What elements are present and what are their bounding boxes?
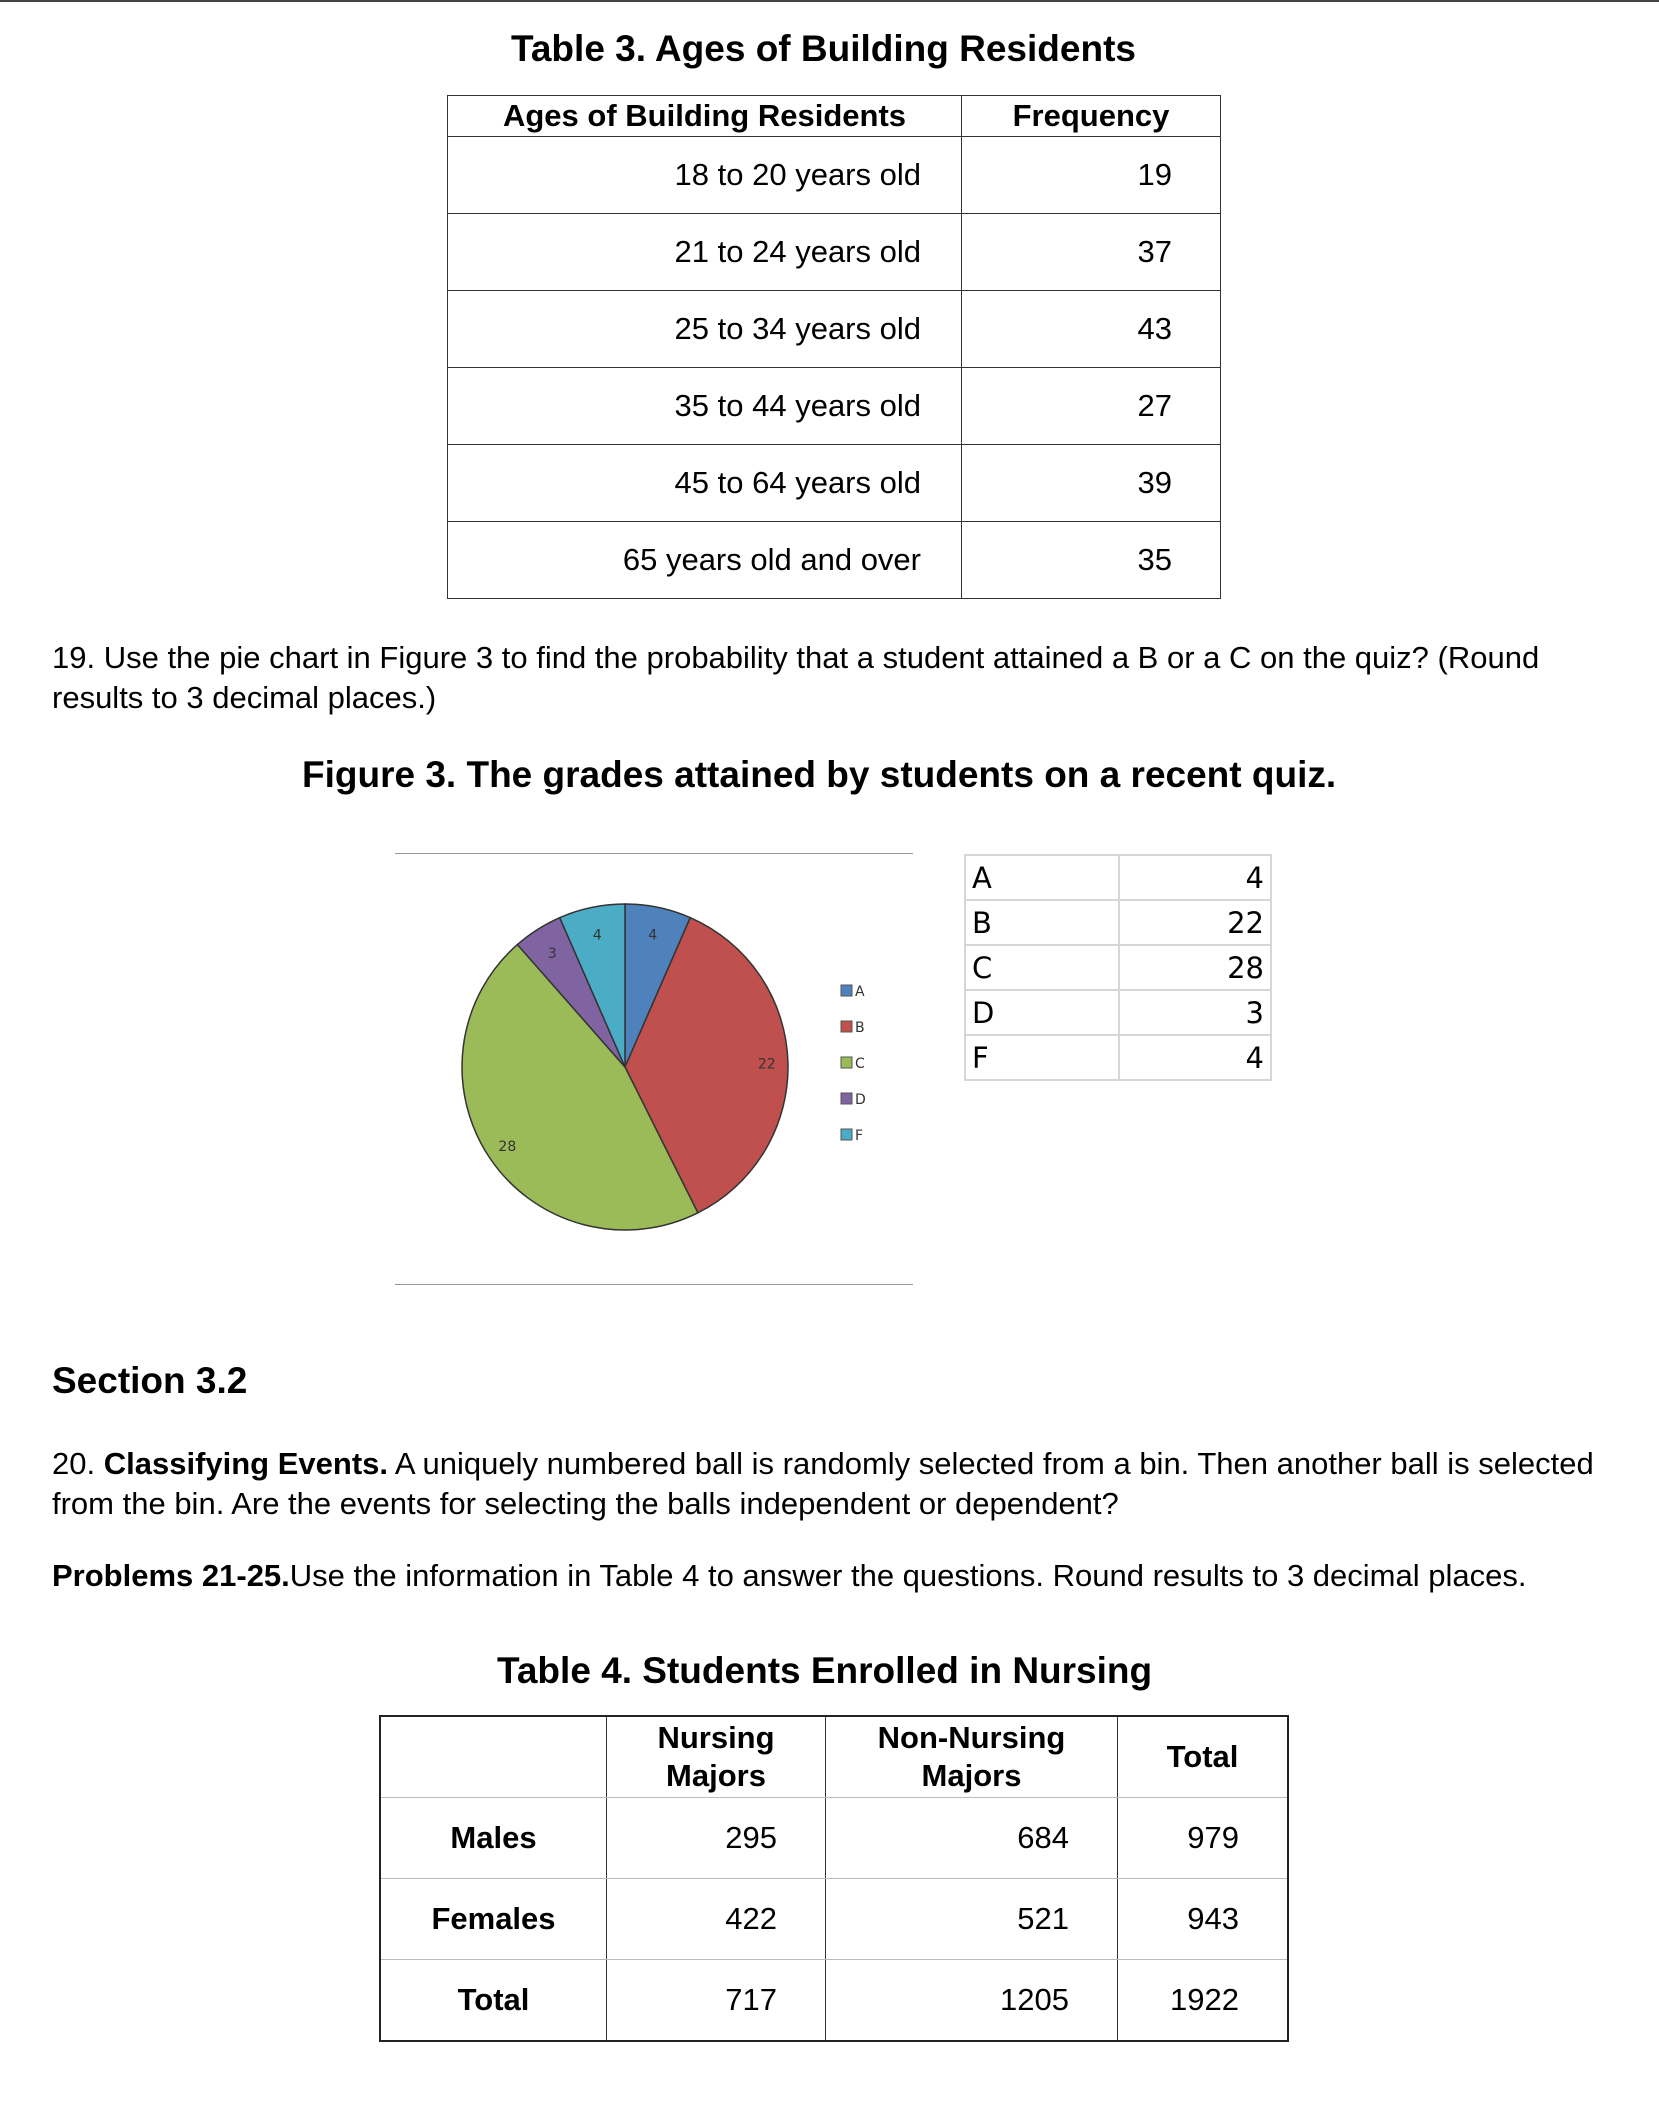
question-bold-label: Classifying Events. xyxy=(103,1446,389,1481)
table3-header-frequency: Frequency xyxy=(962,96,1221,137)
frequency-cell: 35 xyxy=(962,522,1221,599)
table-row xyxy=(448,291,1221,368)
problems-intro xyxy=(52,1556,1632,1596)
table-row xyxy=(965,855,1271,900)
age-range-cell: 45 to 64 years old xyxy=(448,445,962,522)
legend-swatch xyxy=(841,985,852,996)
frequency-cell: 39 xyxy=(962,445,1221,522)
table-row xyxy=(380,1798,1288,1879)
table-row xyxy=(448,445,1221,522)
age-range-cell: 25 to 34 years old xyxy=(448,291,962,368)
count-cell: 22 xyxy=(1119,900,1271,945)
count-cell: 28 xyxy=(1119,945,1271,990)
table-row xyxy=(965,1035,1271,1080)
table4-header-nursing: Nursing Majors xyxy=(607,1716,826,1798)
grade-count-table xyxy=(964,854,1272,1081)
pie-data-label: 22 xyxy=(757,1056,776,1073)
legend-label: C xyxy=(855,1056,865,1072)
count-cell: 3 xyxy=(1119,990,1271,1035)
question-number: 20. xyxy=(52,1446,96,1481)
row-label: Males xyxy=(380,1798,607,1879)
page-top-rule xyxy=(0,0,1659,2)
problems-text: Use the information in Table 4 to answer the questions. Round results to 3 decimal places. xyxy=(289,1558,1527,1593)
count-cell: 4 xyxy=(1119,855,1271,900)
question-text: A uniquely numbered ball is randomly selected from a bin. Then another ball is selected from the bin. Are the events for selecting the balls independent or dependent? xyxy=(52,1446,1594,1521)
figure3-title: Figure 3. The grades attained by students on a recent quiz. xyxy=(302,754,1337,795)
legend-swatch xyxy=(841,1021,852,1032)
legend-swatch xyxy=(841,1129,852,1140)
age-range-cell: 18 to 20 years old xyxy=(448,137,962,214)
frequency-cell: 27 xyxy=(962,368,1221,445)
table3-header-age: Ages of Building Residents xyxy=(448,96,962,137)
pie-chart xyxy=(395,855,915,1283)
frequency-cell: 19 xyxy=(962,137,1221,214)
table3-title: Table 3. Ages of Building Residents xyxy=(511,28,1136,69)
table-row xyxy=(965,945,1271,990)
legend-label: B xyxy=(855,1020,865,1036)
age-range-cell: 65 years old and over xyxy=(448,522,962,599)
table4 xyxy=(379,1715,1289,2042)
table-row xyxy=(380,1879,1288,1960)
row-label: Females xyxy=(380,1879,607,1960)
table4-header-row xyxy=(380,1716,1288,1798)
age-range-cell: 35 to 44 years old xyxy=(448,368,962,445)
count-cell: 4 xyxy=(1119,1035,1271,1080)
row-label: Total xyxy=(380,1960,607,2042)
table-row xyxy=(448,368,1221,445)
table4-title: Table 4. Students Enrolled in Nursing xyxy=(497,1650,1153,1691)
non-nursing-cell: 521 xyxy=(826,1879,1118,1960)
chart-bottom-border xyxy=(395,1284,913,1285)
question-20 xyxy=(52,1444,1612,1524)
problems-bold-label: Problems 21-25. xyxy=(52,1558,290,1593)
nursing-cell: 717 xyxy=(607,1960,826,2042)
legend-swatch xyxy=(841,1093,852,1104)
table-row xyxy=(448,214,1221,291)
frequency-cell: 43 xyxy=(962,291,1221,368)
pie-data-label: 4 xyxy=(648,927,658,944)
table-row xyxy=(380,1960,1288,2042)
non-nursing-cell: 684 xyxy=(826,1798,1118,1879)
age-range-cell: 21 to 24 years old xyxy=(448,214,962,291)
table4-header-total: Total xyxy=(1118,1716,1289,1798)
non-nursing-cell: 1205 xyxy=(826,1960,1118,2042)
table-row xyxy=(448,137,1221,214)
table3 xyxy=(447,95,1221,599)
question-19: 19. Use the pie chart in Figure 3 to find the probability that a student attained a B or a C on the quiz? (Round results to 3 decimal places.) xyxy=(52,640,1540,715)
legend-label: D xyxy=(855,1092,866,1108)
grade-cell: B xyxy=(965,900,1119,945)
grade-cell: C xyxy=(965,945,1119,990)
table-row xyxy=(965,900,1271,945)
legend-label: F xyxy=(855,1128,864,1144)
grade-cell: F xyxy=(965,1035,1119,1080)
table-row xyxy=(448,522,1221,599)
table4-header-blank xyxy=(380,1716,607,1798)
grade-cell: D xyxy=(965,990,1119,1035)
table3-header-row xyxy=(448,96,1221,137)
legend-swatch xyxy=(841,1057,852,1068)
nursing-cell: 422 xyxy=(607,1879,826,1960)
pie-data-label: 4 xyxy=(592,927,602,944)
section-heading: Section 3.2 xyxy=(52,1360,248,1401)
table4-header-non-nursing: Non-Nursing Majors xyxy=(826,1716,1118,1798)
total-cell: 1922 xyxy=(1118,1960,1289,2042)
chart-top-border xyxy=(395,853,913,854)
total-cell: 979 xyxy=(1118,1798,1289,1879)
pie-data-label: 28 xyxy=(498,1139,517,1156)
legend-label: A xyxy=(855,984,865,1000)
table-row xyxy=(965,990,1271,1035)
frequency-cell: 37 xyxy=(962,214,1221,291)
grade-cell: A xyxy=(965,855,1119,900)
nursing-cell: 295 xyxy=(607,1798,826,1879)
total-cell: 943 xyxy=(1118,1879,1289,1960)
pie-data-label: 3 xyxy=(547,945,557,962)
